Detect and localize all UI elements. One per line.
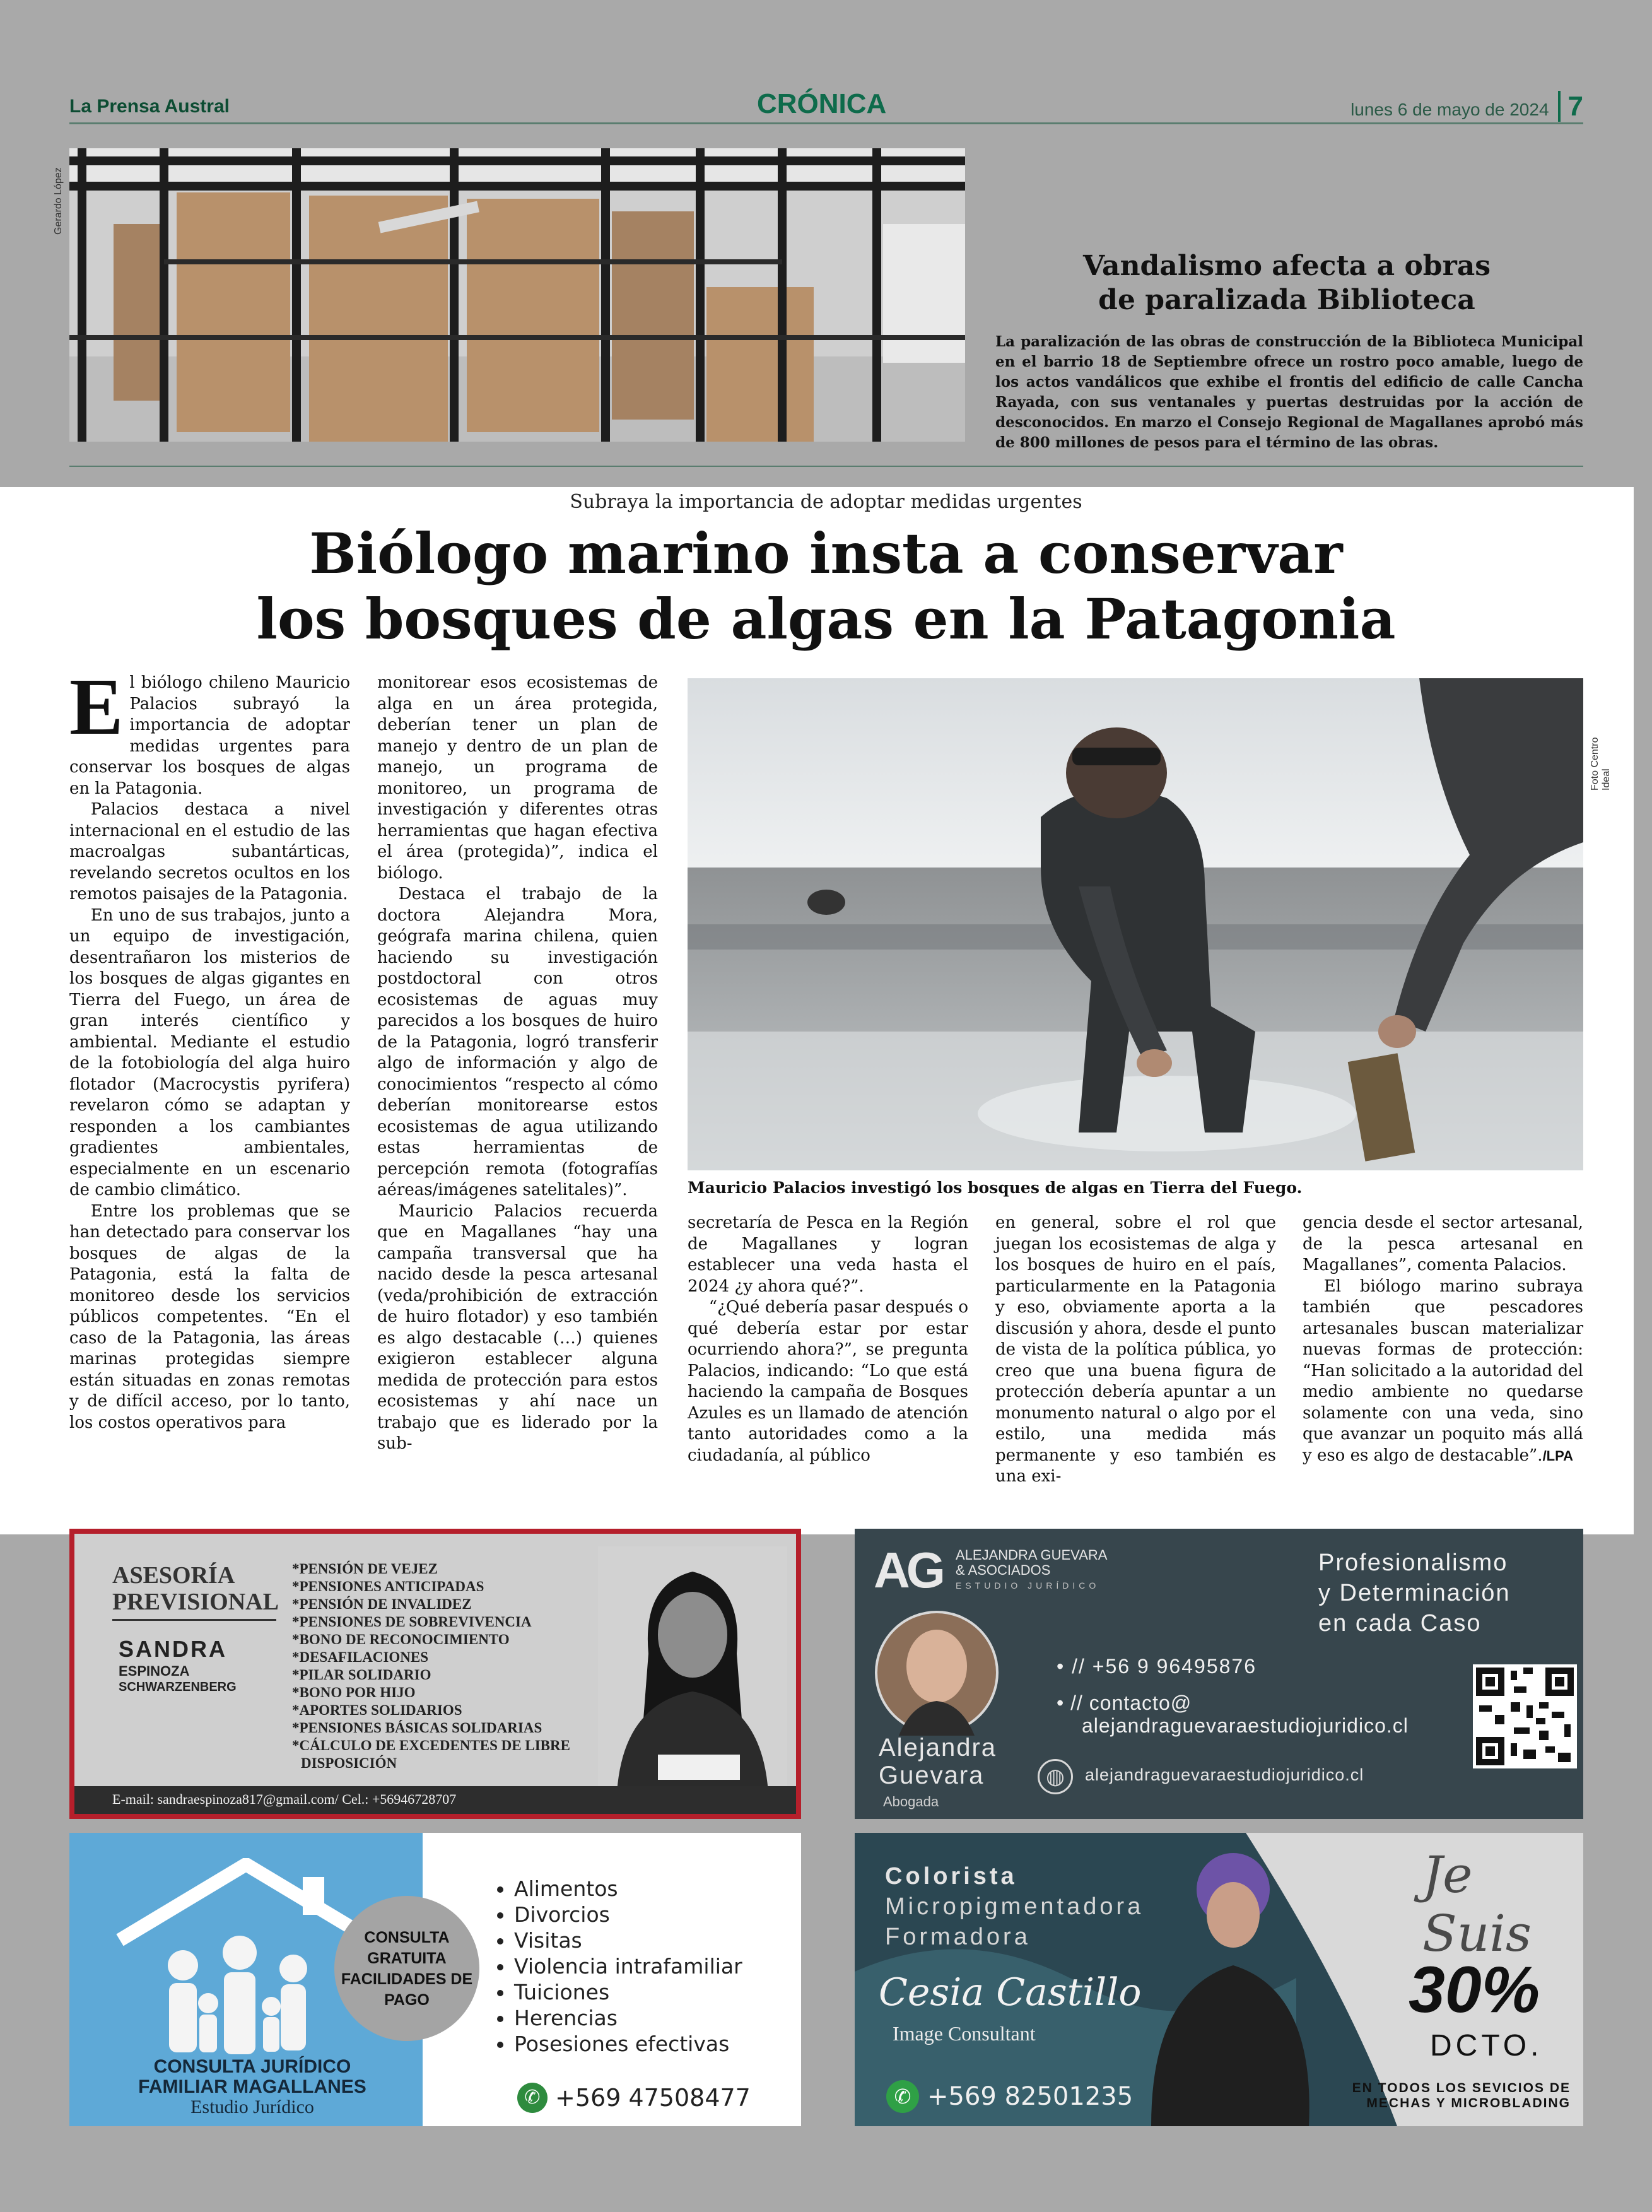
firm-logo: AG	[874, 1542, 942, 1598]
service-item: • Visitas	[514, 1927, 742, 1953]
paragraph: l biólogo chileno Mauricio Palacios subrayó la importancia de adoptar medidas urgentes para conservar los bosques de algas en la Patagonia.	[69, 673, 350, 798]
page-number: 7	[1558, 91, 1583, 122]
top-story-title-line2: de paralizada Biblioteca	[1098, 284, 1475, 316]
service-item: • Divorcios	[514, 1902, 742, 1927]
service-item: *PILAR SOLIDARIO	[292, 1667, 431, 1683]
service-item: *PENSIÓN DE VEJEZ	[292, 1561, 438, 1577]
firm-name	[956, 1548, 1107, 1593]
contact-email	[1057, 1691, 1409, 1737]
brand-logo: Je Suis	[1422, 1845, 1532, 1963]
firm-name-line1: ALEJANDRA GUEVARA	[956, 1547, 1108, 1563]
headline-line1: Biólogo marino insta a conservar	[309, 521, 1343, 586]
whatsapp-icon[interactable]: ✆	[886, 2080, 919, 2113]
article-column-3	[688, 1213, 968, 1466]
discount-value: 30%	[1409, 1953, 1540, 2027]
photo-caption: Mauricio Palacios investigó los bosques de algas en Tierra del Fuego.	[688, 1179, 1303, 1197]
lawyer-name	[879, 1734, 997, 1789]
service-item: *PENSIÓN DE INVALIDEZ	[292, 1596, 472, 1612]
discount-label: DCTO.	[1430, 2029, 1543, 2062]
consultation-badge	[334, 1896, 479, 2041]
badge-line2: GRATUITA	[367, 1950, 447, 1967]
globe-icon: ◍	[1038, 1759, 1073, 1794]
service-item: • Posesiones efectivas	[514, 2031, 742, 2057]
article-column-2	[377, 673, 658, 1455]
drop-cap: E	[69, 662, 124, 751]
service-item: *BONO POR HIJO	[292, 1685, 416, 1700]
article-signature: /LPA	[1542, 1447, 1574, 1464]
ad-services-list	[489, 1876, 742, 2057]
lawyer-role: Abogada	[883, 1794, 939, 1809]
ad-consulta-familiar	[69, 1833, 801, 2126]
publication-name: La Prensa Austral	[69, 96, 230, 117]
biologist-photo-art	[688, 678, 1583, 1170]
ad-surname1: ESPINOZA	[119, 1663, 190, 1679]
whatsapp-icon[interactable]: ✆	[517, 2083, 548, 2113]
paragraph	[1303, 1276, 1583, 1467]
service-line3: Formadora	[885, 1924, 1031, 1950]
library-photo	[69, 148, 965, 442]
library-photo-art	[69, 148, 965, 442]
ad-title-line2: PREVISIONAL	[112, 1589, 276, 1621]
paragraph: “¿Qué debería pasar después o qué debería estar por estar ocurriendo ahora?”, se pregunta Palacios, indicando: “Lo que está haciendo la campaña de Bosques Azules es un llamado de atención tanto autoridades como a la ciudadanía, al público	[688, 1298, 968, 1465]
firm-name-line1: CONSULTA JURÍDICO	[153, 2056, 351, 2077]
email-line1: • // contacto@	[1057, 1691, 1192, 1714]
badge-line3: FACILIDADES DE	[341, 1970, 473, 1988]
website: alejandraguevaraestudiojuridico.cl	[1085, 1765, 1364, 1784]
firm-name-line2: FAMILIAR MAGALLANES	[138, 2076, 366, 2097]
article-headline	[0, 521, 1652, 652]
ad-footer-bar	[74, 1786, 796, 1814]
header-rule	[69, 122, 1583, 124]
service-item: • Alimentos	[514, 1876, 742, 1902]
ad-title	[112, 1562, 279, 1621]
top-story-body: La paralización de las obras de construcción de la Biblioteca Municipal en el barrio 18 de Septiembre ofrece un rostro poco amable, luego de los actos vandálicos que exhibe el frontis del edificio de calle Cancha Rayada, con sus ventanales y puertas destruidas por la acción de desconocidos. En marzo el Consejo Regional de Magallanes aprobó más de 800 millones de pesos para el término de las obras.	[995, 333, 1583, 451]
top-story-title	[1034, 249, 1539, 317]
ad-name: SANDRA	[119, 1636, 228, 1662]
article-kicker: Subraya la importancia de adoptar medidas urgentes	[570, 491, 1082, 513]
qr-code-icon[interactable]	[1473, 1664, 1577, 1768]
section-title: CRÓNICA	[757, 88, 887, 119]
phone: • // +56 9 96495876	[1057, 1655, 1257, 1678]
ad-alejandra-guevara	[855, 1529, 1583, 1819]
section-divider	[69, 466, 1583, 467]
service-item: *PENSIONES DE SOBREVIVENCIA	[292, 1614, 532, 1630]
badge-line1: CONSULTA	[364, 1929, 450, 1946]
article-column-4	[995, 1213, 1276, 1488]
slogan-line2: y Determinación	[1318, 1580, 1511, 1606]
top-photo-credit: Gerardo López	[53, 167, 64, 235]
issue-date: lunes 6 de mayo de 2024	[1350, 100, 1549, 119]
headline-line2: los bosques de algas en la Patagonia	[256, 586, 1396, 652]
badge-line4: PAGO	[384, 1991, 430, 2009]
ad-services-list	[292, 1560, 633, 1772]
article-column-5	[1303, 1213, 1583, 1466]
slogan-line1: Profesionalismo	[1318, 1550, 1508, 1576]
note-line2: MECHAS Y MICROBLADING	[1366, 2096, 1571, 2110]
service-item: *DESAFILACIONES	[292, 1649, 428, 1665]
firm-slogan	[1318, 1548, 1511, 1638]
paragraph: Destaca el trabajo de la doctora Alejandra Mora, geógrafa marina chilena, quien haciendo su investigación postdoctoral con otros ecosistemas de aguas muy parecidos a los bosques de huiro de la Patagonia, logró transferir algo de información y algo de conocimientos “respecto al cómo deberían monitorearse estos ecosistemas de agua utilizando estas herramientas de percepción remota (fotografías aéreas/imágenes satelitales)”.	[377, 885, 658, 1199]
lawyer-name-line1: Alejandra	[879, 1734, 997, 1762]
signature-logo: Cesia Castillo	[879, 1970, 1142, 2015]
firm-name-line2: & ASOCIADOS	[956, 1562, 1051, 1578]
service-item: DISPOSICIÓN	[301, 1755, 397, 1771]
service-line1: Colorista	[885, 1863, 1017, 1890]
paragraph: Entre los problemas que se han detectado para conservar los bosques de algas de la Patagonia, está la falta de monitoreo desde los servicios públicos competentes. “En el caso de la Patagonia, las áreas marinas protegidas siempre están situadas en zonas remotas y de difícil acceso, por lo tanto, los costos operativos para	[69, 1201, 350, 1432]
phone[interactable]: +569 82501235	[927, 2082, 1134, 2111]
firm-name	[88, 2057, 416, 2117]
slogan-line3: en cada Caso	[1318, 1610, 1482, 1637]
biologist-photo	[688, 678, 1583, 1170]
service-item: *CÁLCULO DE EXCEDENTES DE LIBRE	[292, 1738, 570, 1753]
advisor-portrait	[598, 1546, 787, 1792]
service-item: • Herencias	[514, 2005, 742, 2031]
role-label: Image Consultant	[893, 2022, 1036, 2045]
service-item: • Tuiciones	[514, 1979, 742, 2005]
email-line2: alejandraguevaraestudiojuridico.cl	[1082, 1714, 1409, 1737]
paragraph: secretaría de Pesca en la Región de Magallanes y logran establecer una veda hasta el 2024 ¿y ahora qué?”.	[688, 1213, 968, 1296]
paragraph: gencia desde el sector artesanal, de la pesca artesanal en Magallanes”, comenta Palacios.	[1303, 1213, 1583, 1274]
discount-note	[1309, 2081, 1571, 2111]
firm-subtitle: Estudio Jurídico	[190, 2097, 314, 2117]
ad-footer-contact: E-mail: sandraespinoza817@gmail.com/ Cel.: +56946728707	[112, 1791, 457, 1807]
ad-title-line1: ASESORÍA	[112, 1562, 235, 1589]
service-item: *PENSIONES BÁSICAS SOLIDARIAS	[292, 1720, 542, 1736]
lawyer-photo	[874, 1609, 1000, 1736]
ad-cesia-castillo	[855, 1833, 1583, 2126]
ad-asesoria-previsional	[69, 1529, 801, 1819]
note-line1: EN TODOS LOS SEVICIOS DE	[1352, 2081, 1571, 2095]
service-item: *PENSIONES ANTICIPADAS	[292, 1579, 484, 1594]
paragraph: en general, sobre el rol que juegan los ecosistemas de alga y los bosques de huiro en el país, particularmente en la Patagonia y eso, obviamente aporta a la discusión y ahora, desde el punto de vista de la política pública, yo creo que una buena figura de protección debería apuntar a un monumento natural o algo por el estilo, una medida más permanente y eso también es una exi-	[995, 1213, 1276, 1486]
service-item: *BONO DE RECONOCIMIENTO	[292, 1632, 510, 1647]
paragraph: Mauricio Palacios recuerda que en Magallanes “hay una campaña transversal que ha nacido desde la pesca artesanal (veda/prohibición de extracción de huiro flotador) y eso también es algo destacable (…) quienes exigieron establecer alguna medida de protección para estos ecosistemas y ahí nace un trabajo que es liderado por la sub-	[377, 1201, 658, 1453]
paragraph: monitorear esos ecosistemas de alga en un área protegida, deberían tener un plan de manejo y dentro de un plan de manejo, un programa de monitoreo, un programa de investigación y diferentes otras herramientas que hagan efectiva el área (protegida)”, indica el biólogo.	[377, 673, 658, 883]
main-photo-credit: Foto Centro Ideal	[1590, 737, 1612, 791]
date-page	[1350, 91, 1583, 122]
masthead	[69, 88, 1583, 126]
paragraph: En uno de sus trabajos, junto a un equipo de investigación, desentrañaron los misterios de los bosques de algas gigantes en Tierra del Fuego, un área de gran interés científico y ambiental. Mediante el estudio de la fotobiología del alga huiro flotador (Macrocystis pyrifera) revelaron cómo se adaptan y responden a los cambiantes gradientes ambientales, especialmente en un escenario de cambio climático.	[69, 905, 350, 1199]
service-item: • Violencia intrafamiliar	[514, 1953, 742, 1979]
article-column-1	[69, 662, 350, 1433]
firm-name-line3: ESTUDIO JURÍDICO	[956, 1580, 1100, 1591]
phone[interactable]: +569 47508477	[555, 2084, 751, 2112]
service-item: *APORTES SOLIDARIOS	[292, 1702, 462, 1718]
ad-surname2: SCHWARZENBERG	[119, 1680, 237, 1694]
top-story-title-line1: Vandalismo afecta a obras	[1082, 250, 1491, 282]
paragraph: Palacios destaca a nivel internacional en el estudio de las macroalgas subantárticas, revelando secretos ocultos en los remotos paisajes de la Patagonia.	[69, 800, 350, 903]
lawyer-name-line2: Guevara	[879, 1762, 985, 1789]
paragraph-text: El biólogo marino subraya también que pescadores artesanales buscan materializar nuevas formas de protección: “Han solicitado a la autoridad del medio ambiente no quedarse solamente con una veda, sino que avanzar un poquito más allá y eso es algo de destacable”.	[1303, 1276, 1583, 1465]
service-line2: Micropigmentadora	[885, 1893, 1144, 1920]
